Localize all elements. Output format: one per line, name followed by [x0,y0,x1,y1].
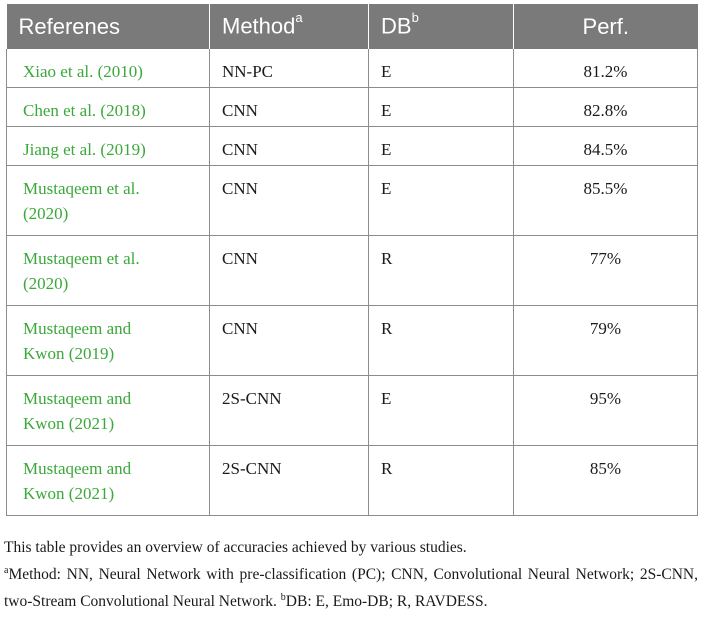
db-cell: R [369,236,514,306]
reference-link[interactable]: Chen et al. (2018) [23,101,146,120]
table-row [7,166,698,236]
reference-cell[interactable] [7,88,210,127]
db-cell: R [369,446,514,516]
table-row [7,236,698,306]
table-row [7,49,698,88]
table-row [7,446,698,516]
perf-cell: 85% [514,446,698,516]
db-cell: E [369,127,514,166]
reference-link-line2[interactable]: (2020) [23,204,69,223]
method-abbreviations-note: Method: NN, Neural Network with pre-classification (PC); CNN, Convolutional Neural Network; 2S-CNN, two-Stream Convolutional Neural Network. [4,566,698,611]
db-cell: E [369,88,514,127]
reference-link[interactable]: Xiao et al. (2010) [23,62,143,81]
reference-link[interactable]: Jiang et al. (2019) [23,140,146,159]
reference-cell[interactable] [7,166,210,236]
reference-link-line2[interactable]: Kwon (2021) [23,484,115,503]
reference-link-line2[interactable]: Kwon (2019) [23,344,115,363]
perf-cell: 82.8% [514,88,698,127]
reference-link-line1[interactable]: Mustaqeem and [23,319,132,338]
method-cell: CNN [210,88,369,127]
reference-cell[interactable] [7,236,210,306]
abbreviation-notes [4,559,698,613]
footnote-mark-b: b [411,10,419,26]
table-body [7,49,698,516]
perf-cell: 84.5% [514,127,698,166]
method-cell: 2S-CNN [210,446,369,516]
comparison-table-container [6,4,697,516]
reference-link-line1[interactable]: Mustaqeem and [23,389,132,408]
perf-cell: 81.2% [514,49,698,88]
reference-cell[interactable] [7,446,210,516]
footnote-mark-b: b [280,592,286,604]
method-cell: CNN [210,306,369,376]
reference-cell[interactable] [7,49,210,88]
reference-cell[interactable] [7,376,210,446]
footnote-mark-a: a [295,10,303,26]
header-db: $DB^b$ [369,4,514,49]
db-cell: E [369,376,514,446]
comparison-table [6,4,698,516]
method-cell: NN-PC [210,49,369,88]
table-row [7,88,698,127]
method-cell: CNN [210,127,369,166]
footnote-mark-a: a [4,565,9,576]
method-cell: CNN [210,166,369,236]
method-cell: 2S-CNN [210,376,369,446]
reference-cell[interactable] [7,306,210,376]
db-cell: R [369,306,514,376]
reference-link-line1[interactable]: Mustaqeem and [23,459,132,478]
perf-cell: 95% [514,376,698,446]
reference-link-line2[interactable]: (2020) [23,274,69,293]
db-cell: E [369,166,514,236]
table-row [7,127,698,166]
header-perf: Perf. [514,4,698,49]
reference-link-line1[interactable]: Mustaqeem et al. [23,249,140,268]
perf-cell: 77% [514,236,698,306]
db-abbreviations-note: DB: E, Emo-DB; R, RAVDESS. [285,593,488,611]
table-row [7,306,698,376]
table-summary-note: This table provides an overview of accuracies achieved by various studies. [4,539,467,556]
header-method: Method$^a$ [210,4,369,49]
table-footnotes [4,536,698,613]
table-header [7,4,698,49]
reference-link-line2[interactable]: Kwon (2021) [23,414,115,433]
perf-cell: 85.5% [514,166,698,236]
method-cell: CNN [210,236,369,306]
perf-cell: 79% [514,306,698,376]
table-row [7,376,698,446]
db-cell: E [369,49,514,88]
header-references: Referenes [7,4,210,49]
reference-link-line1[interactable]: Mustaqeem et al. [23,179,140,198]
reference-cell[interactable] [7,127,210,166]
